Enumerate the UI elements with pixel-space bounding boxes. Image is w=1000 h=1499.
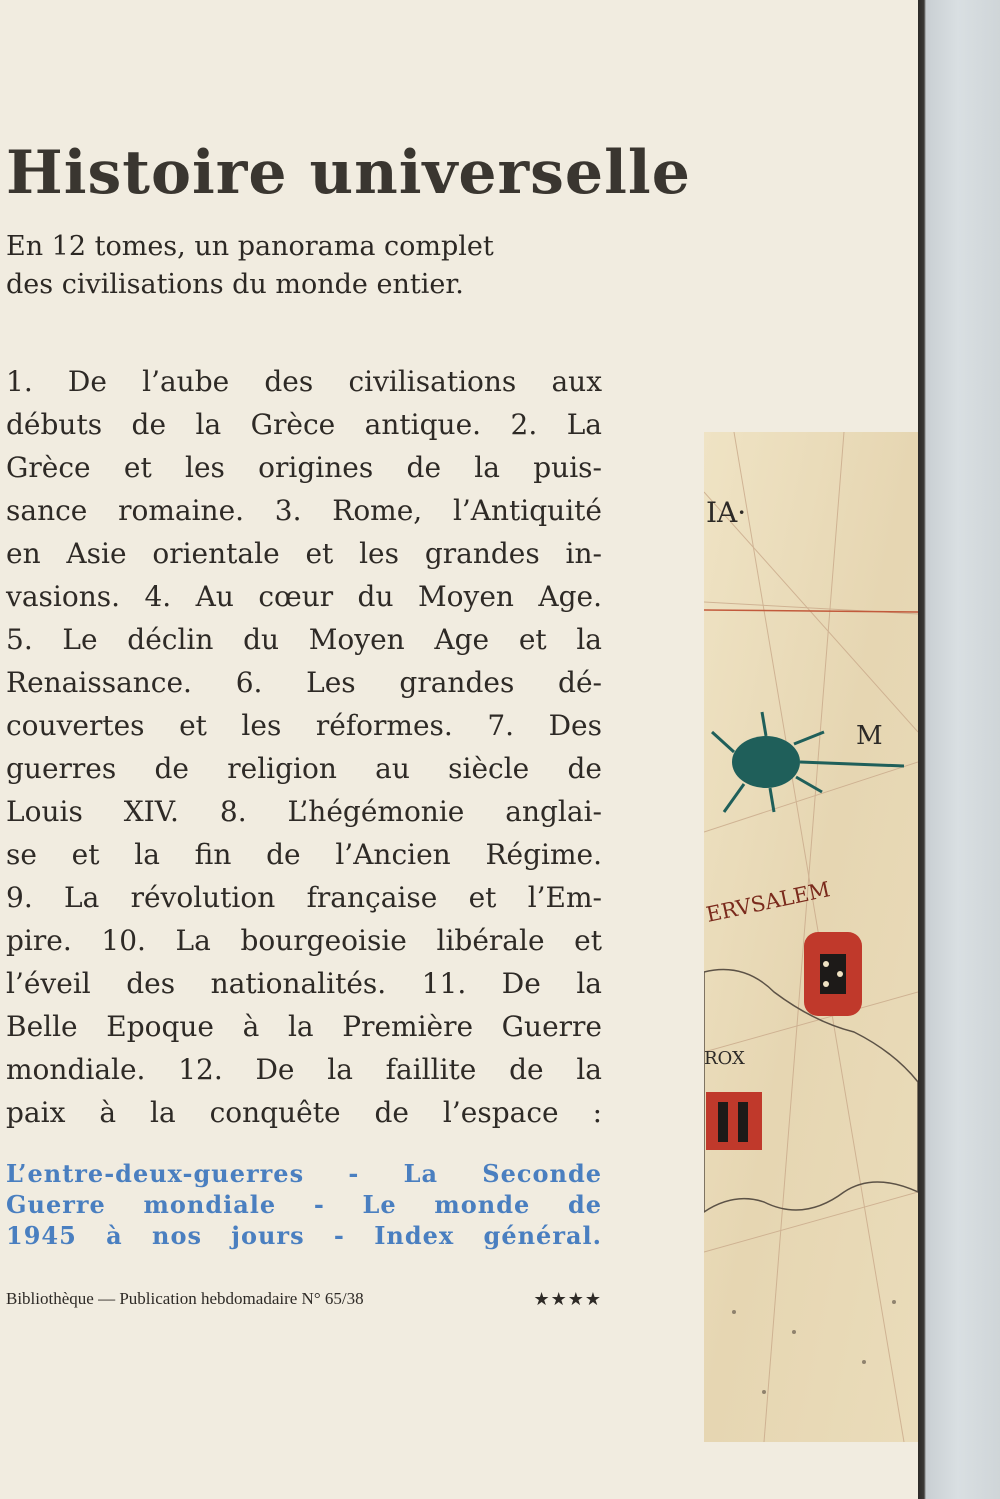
antique-map-illustration <box>704 432 918 1442</box>
map-label-jerusalem: ERVSALEM <box>704 877 833 927</box>
map-label-ia: IA· <box>706 496 747 529</box>
volume-12-contents <box>6 1158 602 1251</box>
volume-list <box>6 360 602 1134</box>
volume-list-line: paix à la conquête de l’espace : <box>6 1096 602 1129</box>
volume-list-line: en Asie orientale et les grandes in- <box>6 537 602 570</box>
volume-12-contents-line: L’entre-deux-guerres - La Seconde <box>6 1159 602 1188</box>
publication-info: Bibliothèque — Publication hebdomadaire N° 65/38 <box>6 1289 364 1308</box>
page-title: Histoire universelle <box>6 138 691 208</box>
volume-list-line: sance romaine. 3. Rome, l’Antiquité <box>6 494 602 527</box>
publication-footer <box>6 1289 602 1310</box>
subtitle <box>6 228 606 304</box>
map-red-emblem <box>706 1092 762 1150</box>
book-spine-edge <box>918 0 1000 1499</box>
volume-list-line: Renaissance. 6. Les grandes dé- <box>6 666 602 699</box>
volume-list-line: débuts de la Grèce antique. 2. La <box>6 408 602 441</box>
volume-list-line: Louis XIV. 8. L’hégémonie anglai- <box>6 795 602 828</box>
volume-list-line: l’éveil des nationalités. 11. De la <box>6 967 602 1000</box>
map-label-rox: ROX <box>704 1048 745 1069</box>
volume-list-line: pire. 10. La bourgeoisie libérale et <box>6 924 602 957</box>
subtitle-line: des civilisations du monde entier. <box>6 269 464 300</box>
map-red-shield <box>804 932 862 1016</box>
volume-list-line: 1. De l’aube des civilisations aux <box>6 365 602 398</box>
map-label-m: M <box>856 721 883 751</box>
volume-list-line: couvertes et les réformes. 7. Des <box>6 709 602 742</box>
volume-12-contents-line: 1945 à nos jours - Index général. <box>6 1221 602 1250</box>
volume-list-line: Belle Epoque à la Première Guerre <box>6 1010 602 1043</box>
volume-list-line: mondiale. 12. De la faillite de la <box>6 1053 602 1086</box>
subtitle-line: En 12 tomes, un panorama complet <box>6 231 494 262</box>
volume-list-line: 9. La révolution française et l’Em- <box>6 881 602 914</box>
volume-list-line: vasions. 4. Au cœur du Moyen Age. <box>6 580 602 613</box>
volume-12-contents-line: Guerre mondiale - Le monde de <box>6 1190 602 1219</box>
volume-list-line: 5. Le déclin du Moyen Age et la <box>6 623 602 656</box>
volume-list-line: guerres de religion au siècle de <box>6 752 602 785</box>
volume-list-line: Grèce et les origines de la puis- <box>6 451 602 484</box>
volume-list-line: se et la fin de l’Ancien Régime. <box>6 838 602 871</box>
rating-stars: ★★★★ <box>533 1289 602 1309</box>
